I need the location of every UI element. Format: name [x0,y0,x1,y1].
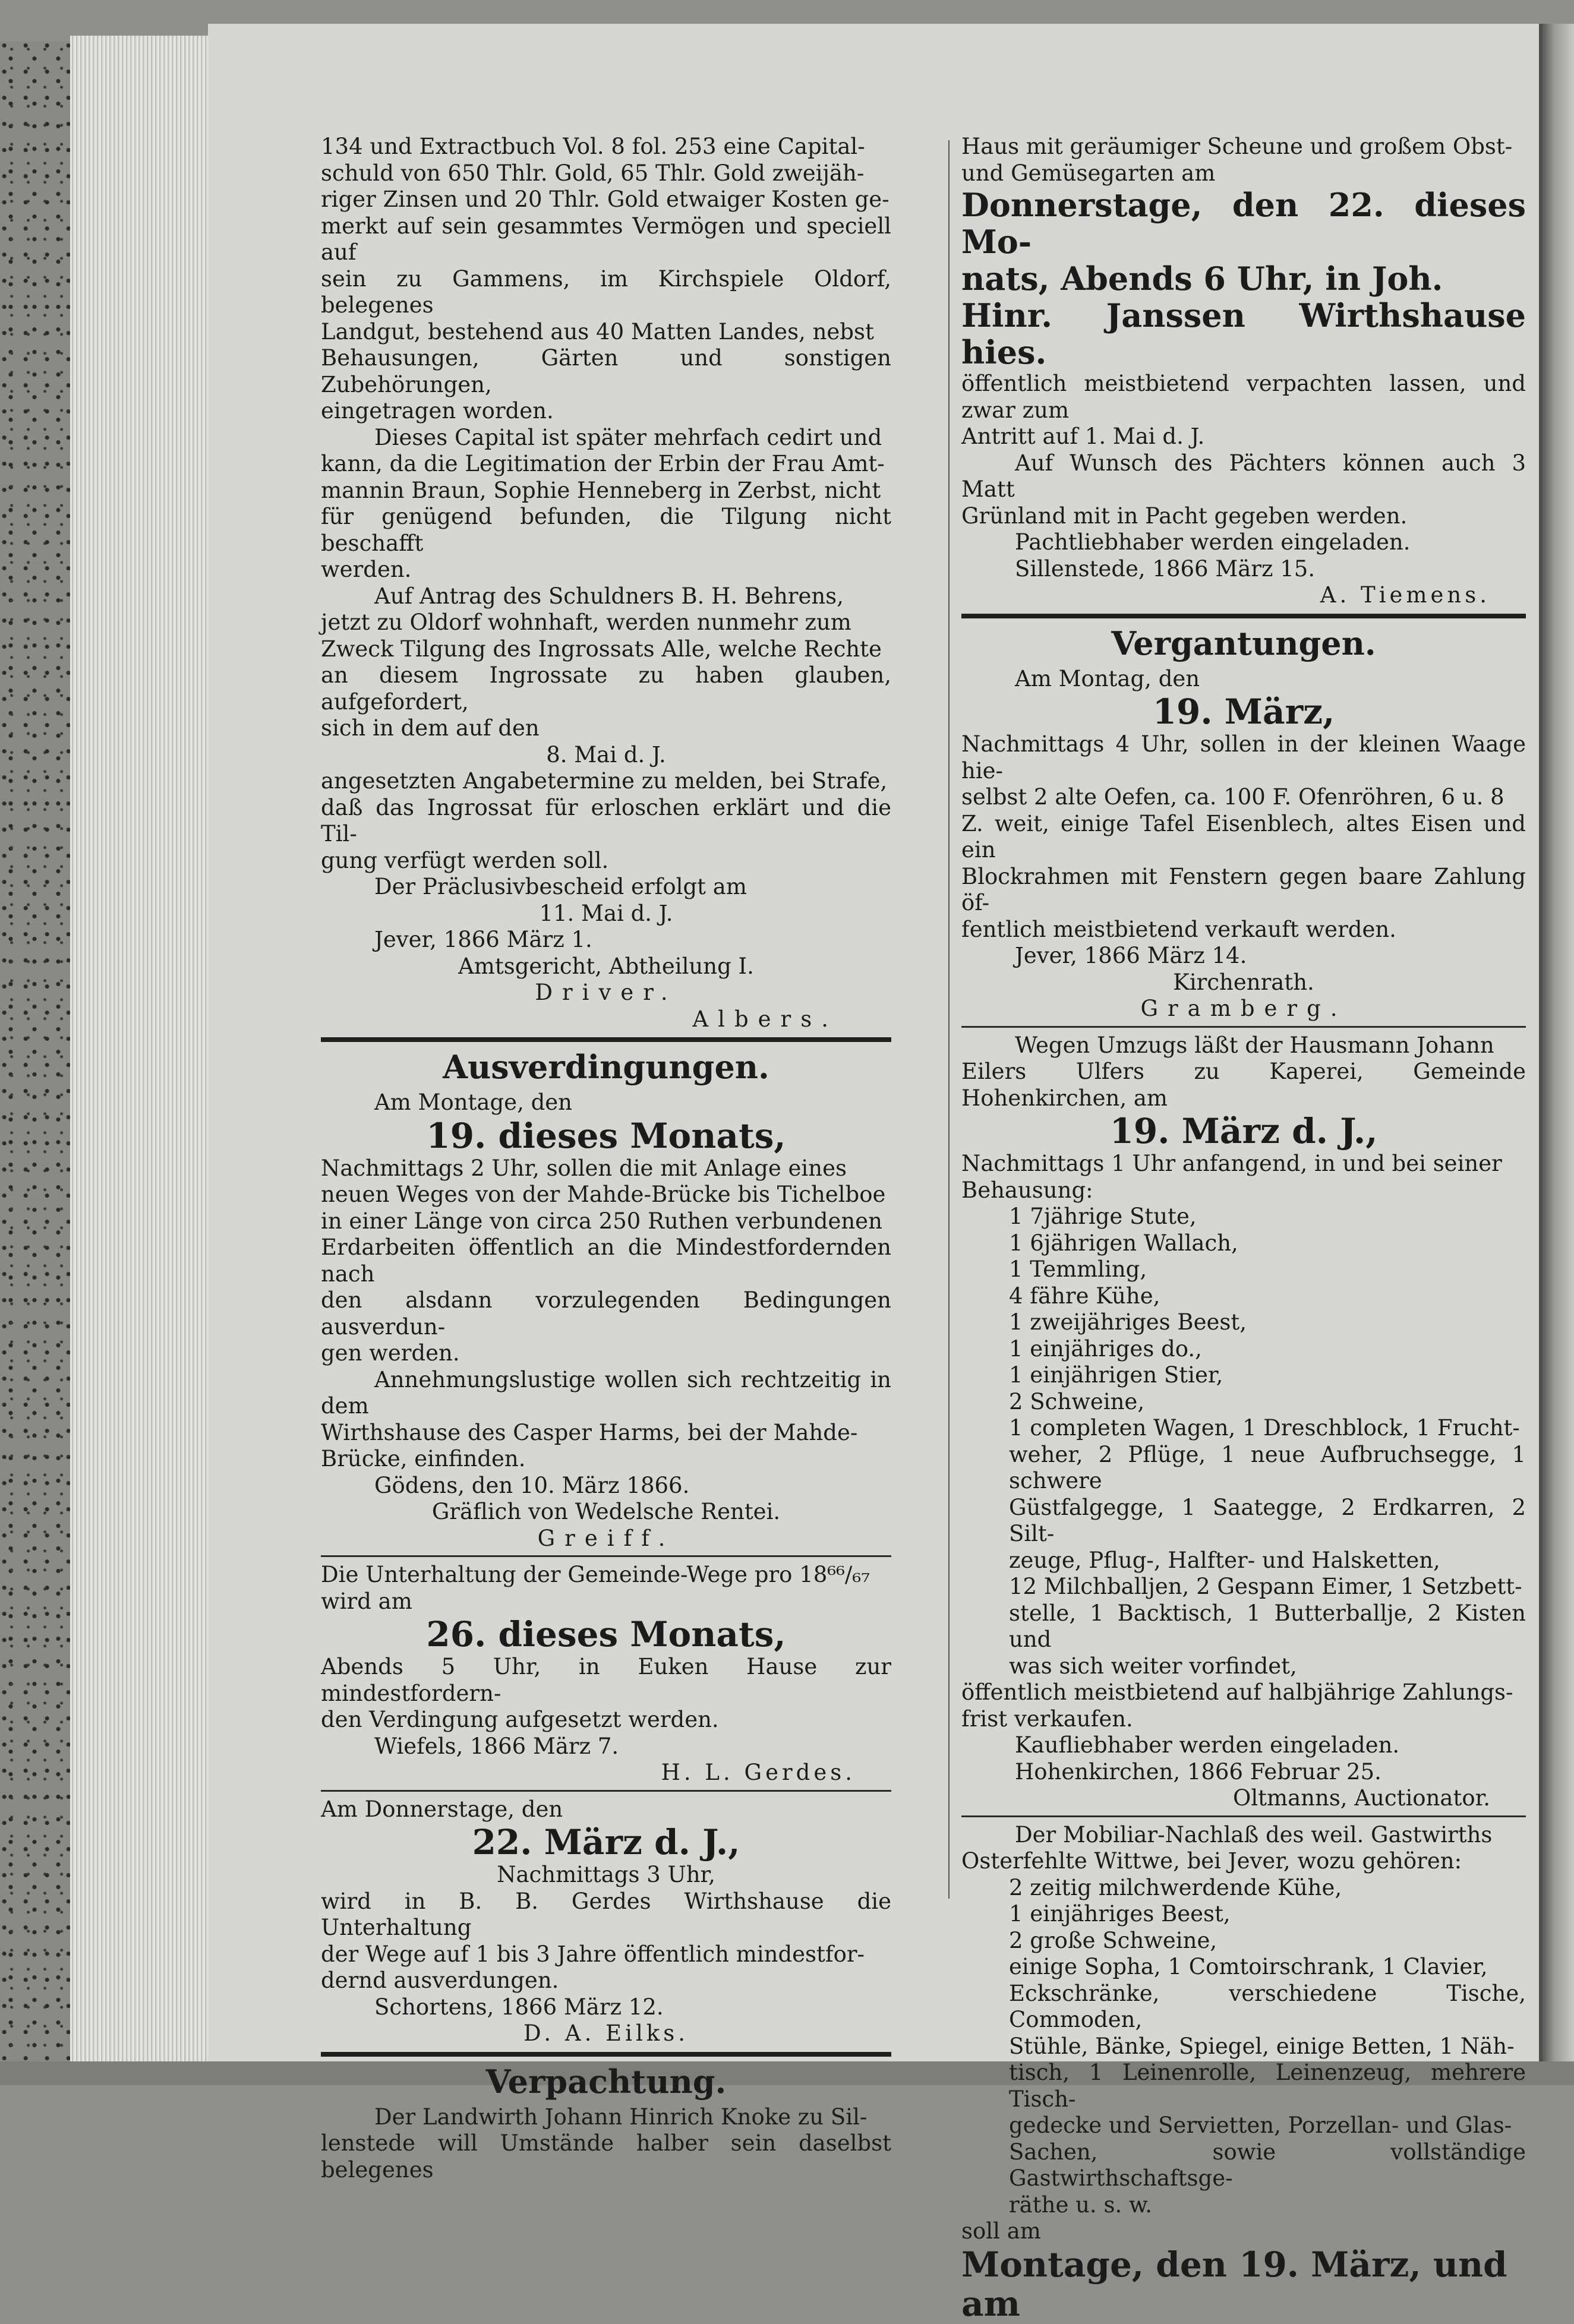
book-binding [0,42,72,2085]
ad-rule [321,1555,891,1557]
text-line: Behausungen, Gärten und sonstigen Zubehörungen, [321,345,891,397]
text-line: Haus mit geräumiger Scheune und großem Obst- [961,134,1513,159]
text-line: dernd ausverdungen. [321,1968,559,1993]
list-item: zeuge, Pflug-, Halfter- und Halsketten, [1009,1547,1440,1573]
page-shadow [1543,24,1574,2061]
column-divider [948,140,950,1899]
date-heading: Hinr. Janssen Wirthshause hies. [961,296,1526,371]
page-edges [70,36,209,2067]
text-line: Wegen Umzugs läßt der Hausmann Johann [1015,1032,1494,1058]
text-line: Erdarbeiten öffentlich an die Mindestfordernden nach [321,1234,891,1287]
list-item: einige Sopha, 1 Comtoirschrank, 1 Clavier, [1009,1954,1488,1979]
text-line: Brücke, einfinden. [321,1446,526,1472]
list-item: 2 zeitig milchwerdende Kühe, [1009,1874,1342,1900]
text-line: Am Montage, den [374,1090,572,1115]
text-line: Grünland mit in Pacht gegeben werden. [961,503,1408,529]
text-line: Der Landwirth Johann Hinrich Knoke zu Sil- [374,2104,868,2130]
list-item: 1 6jährigen Wallach, [1009,1230,1238,1256]
text-line: Der Mobiliar-Nachlaß des weil. Gastwirths [1015,1821,1493,1848]
text-line: Eilers Ulfers zu Kaperei, Gemeinde Hohenkirchen, am [961,1059,1526,1111]
list-item: Eckschränke, verschiedene Tische, Commoden, [1009,1980,1526,2032]
text-line: Z. weit, einige Tafel Eisenblech, altes Eisen und ein [961,810,1526,863]
authority: Amtsgericht, Abtheilung I. [458,953,754,979]
text-line: selbst 2 alte Oefen, ca. 100 F. Ofenröhren, 6 u. 8 [961,784,1504,810]
text-line: daß das Ingrossat für erloschen erklärt und die Til- [321,794,891,847]
text-line: angesetzten Angabetermine zu melden, bei Strafe, [321,768,888,794]
text-line: Zweck Tilgung des Ingrossats Alle, welche Rechte [321,636,882,662]
text-line: Behausung: [961,1177,1093,1203]
text-line: öffentlich meistbietend auf halbjährige Zahlungs- [961,1679,1513,1705]
text-line: Landgut, bestehend aus 40 Matten Landes, nebst [321,318,874,345]
text-line: schuld von 650 Thlr. Gold, 65 Thlr. Gold zweijäh- [321,160,865,186]
text-line: Dieses Capital ist später mehrfach cedirt und [374,424,882,450]
signature: Greiff. [537,1525,675,1551]
text-line: soll am [961,2218,1041,2244]
text-line: den Verdingung aufgesetzt werden. [321,1707,719,1732]
date-line: 8. Mai d. J. [546,741,666,768]
list-item: räthe u. s. w. [1009,2192,1153,2218]
date-heading: Donnerstage, den 22. dieses Mo- [961,186,1526,261]
date-heading: 26. dieses Monats, [426,1614,786,1654]
text-line: und Gemüsegarten am [961,160,1216,186]
list-item: 4 fähre Kühe, [1009,1283,1160,1309]
list-item: 1 completen Wagen, 1 Dreschblock, 1 Frucht- [1009,1415,1520,1441]
place-date: Sillenstede, 1866 März 15. [1015,555,1316,582]
list-item: 12 Milchballjen, 2 Gespann Eimer, 1 Setzbett- [1009,1574,1522,1599]
text-line: gung verfügt werden soll. [321,847,609,873]
list-item: 2 große Schweine, [1009,1927,1217,1953]
list-item: weher, 2 Pflüge, 1 neue Aufbruchsegge, 1 schwere [1009,1441,1526,1493]
authority: Gräflich von Wedelsche Rentei. [431,1499,781,1524]
signature: D. A. Eilks. [523,2020,689,2046]
text-line: wird am [321,1588,412,1614]
list-item: 1 zweijähriges Beest, [1009,1309,1247,1335]
list-item: 1 einjähriges Beest, [1009,1901,1231,1927]
section-heading: Vergantungen. [1111,624,1376,662]
place-date: Jever, 1866 März 14. [1015,943,1247,968]
date-heading: 19. dieses Monats, [426,1115,786,1156]
list-item: 1 7jährige Stute, [1009,1204,1197,1229]
text-line: 134 und Extractbuch Vol. 8 fol. 253 eine Capital- [321,134,865,159]
list-item: tisch, 1 Leinenrolle, Leinenzeug, mehrere Tisch- [1009,2060,1526,2112]
text-line: Am Donnerstage, den [321,1796,563,1822]
text-line: frist verkaufen. [961,1706,1133,1732]
text-line: Annehmungslustige wollen sich rechtzeitig in dem [321,1366,891,1419]
place-date: Gödens, den 10. März 1866. [374,1472,690,1498]
list-item: 2 Schweine, [1009,1388,1145,1414]
text-line: öffentlich meistbietend verpachten lassen, und zwar zum [961,371,1526,423]
ad-rule [321,1790,891,1792]
text-line: gen werden. [321,1340,460,1366]
text-line: den alsdann vorzulegenden Bedingungen ausverdun- [321,1287,891,1340]
place-date: Wiefels, 1866 März 7. [374,1733,619,1759]
date-heading: 22. März d. J., [472,1822,740,1862]
text-line: jetzt zu Oldorf wohnhaft, werden nunmehr zum [321,610,851,635]
text-line: Kaufliebhaber werden eingeladen. [1015,1732,1400,1758]
text-line: in einer Länge von circa 250 Ruthen verbundenen [321,1208,882,1234]
text-line: Osterfehlte Wittwe, bei Jever, wozu gehören: [961,1848,1462,1874]
text-line: Blockrahmen mit Fenstern gegen baare Zahlung öf- [961,863,1526,915]
text-line: an diesem Ingrossate zu haben glauben, aufgefordert, [321,662,891,715]
signature: Oltmanns, Auctionator. [1232,1785,1490,1811]
list-item: gedecke und Servietten, Porzellan- und Glas- [1009,2113,1512,2138]
text-line: sein zu Gammens, im Kirchspiele Oldorf, belegenes [321,266,891,318]
text-line: Am Montag, den [1015,665,1200,691]
list-item: Güstfalgegge, 1 Saategge, 2 Erdkarren, 2 Silt- [1009,1494,1526,1546]
text-line: wird in B. B. Gerdes Wirthshause die Unterhaltung [321,1888,891,1940]
text-line: fentlich meistbietend verkauft werden. [961,916,1396,942]
list-item: Sachen, sowie vollständige Gastwirthschaftsge- [1009,2139,1526,2191]
text-line: Pachtliebhaber werden eingeladen. [1015,529,1411,555]
signature: Driver. [535,980,677,1005]
text-line: Nachmittags 2 Uhr, sollen die mit Anlage eines [321,1155,847,1181]
text-line: lenstede will Umstände halber sein daselbst belegenes [321,2130,891,2183]
text-line: neuen Weges von der Mahde-Brücke bis Tichelboe [321,1182,886,1207]
place-date: Jever, 1866 März 1. [374,927,592,952]
signature: Gramberg. [1140,996,1347,1021]
list-item: 1 einjährigen Stier, [1009,1362,1223,1388]
section-heading: Ausverdingungen. [443,1048,769,1086]
text-line: Die Unterhaltung der Gemeinde-Wege pro 18⁶⁶/₆₇ [321,1562,870,1587]
date-heading: 19. März, [1152,691,1335,732]
text-line: werden. [321,557,412,582]
right-column [961,134,1526,2323]
list-item: 1 einjähriges do., [1009,1335,1202,1362]
ad-rule [961,1815,1526,1817]
date-heading: nats, Abends 6 Uhr, in Joh. [961,260,1443,298]
signature: A. Tiemens. [1320,582,1490,608]
text-line: Nachmittags 1 Uhr anfangend, in und bei seiner [961,1151,1502,1176]
section-rule [321,1037,891,1042]
text-line: der Wege auf 1 bis 3 Jahre öffentlich mindestfor- [321,1941,865,1967]
text-line: Antritt auf 1. Mai d. J. [961,424,1205,449]
text-line: eingetragen worden. [321,398,554,424]
text-line: Nachmittags 4 Uhr, sollen in der kleinen Waage hie- [961,731,1526,784]
signature: H. L. Gerdes. [661,1760,856,1785]
place-date: Schortens, 1866 März 12. [374,1994,664,2020]
text-line: merkt auf sein gesammtes Vermögen und speciell auf [321,213,891,265]
left-column [321,134,891,2183]
place-date: Hohenkirchen, 1866 Februar 25. [1015,1758,1381,1785]
section-rule [321,2052,891,2057]
section-rule [961,614,1526,618]
list-item: Stühle, Bänke, Spiegel, einige Betten, 1 Näh- [1009,2033,1515,2059]
signature: Albers. [692,1006,838,1032]
text-line: riger Zinsen und 20 Thlr. Gold etwaiger Kosten ge- [321,187,889,212]
text-line: Der Präclusivbescheid erfolgt am [374,874,747,899]
text-line: kann, da die Legitimation der Erbin der Frau Amt- [321,451,885,476]
text-line: Auf Antrag des Schuldners B. H. Behrens, [374,583,844,609]
text-line: mannin Braun, Sophie Henneberg in Zerbst, nicht [321,477,881,503]
text-line: Nachmittags 3 Uhr, [497,1862,715,1887]
text-line: für genügend befunden, die Tilgung nicht beschafft [321,504,891,556]
list-item: 1 Temmling, [1009,1256,1147,1282]
text-line: Abends 5 Uhr, in Euken Hause zur mindestfordern- [321,1654,891,1706]
text-line: sich in dem auf den [321,715,540,741]
ad-rule [961,1026,1526,1028]
list-item: stelle, 1 Backtisch, 1 Butterballje, 2 Kisten und [1009,1600,1526,1652]
date-heading: Montage, den 19. März, und am [961,2244,1507,2324]
section-heading: Verpachtung. [485,2062,727,2101]
authority: Kirchenrath. [1173,969,1314,995]
text-line: Auf Wunsch des Pächters können auch 3 Matt [961,450,1526,502]
list-item: was sich weiter vorfindet, [1009,1653,1297,1679]
date-line: 11. Mai d. J. [539,900,673,926]
date-heading: 19. März d. J., [1109,1111,1378,1151]
text-line: Wirthshause des Casper Harms, bei der Mahde- [321,1419,858,1445]
